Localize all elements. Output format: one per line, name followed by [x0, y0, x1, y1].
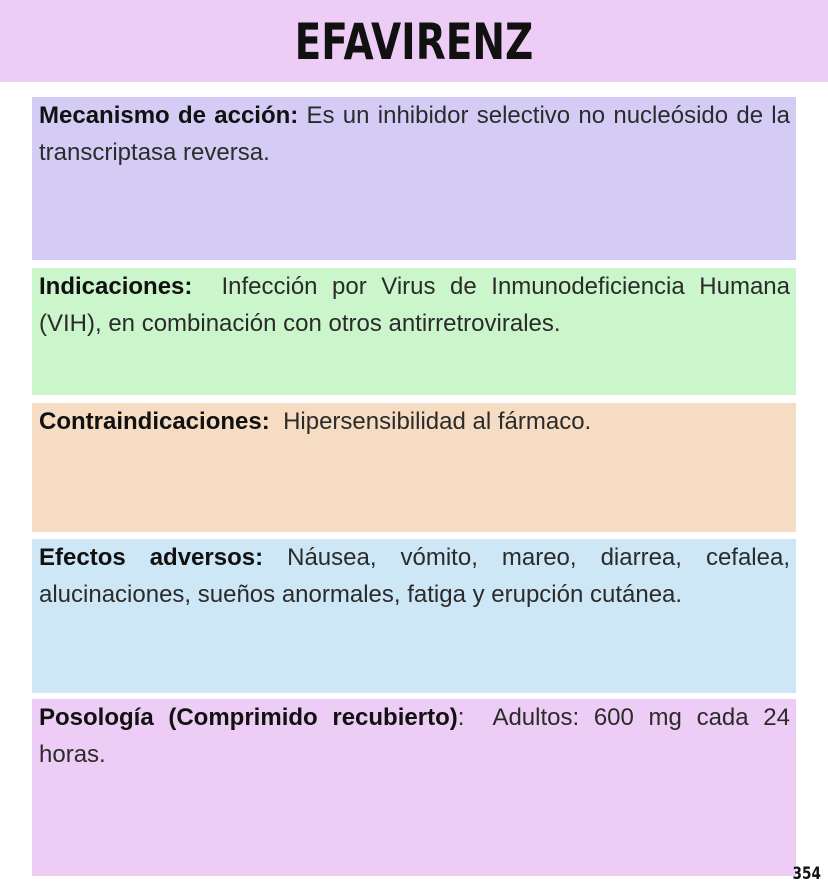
dosage-section — [32, 699, 796, 876]
adverse-effects-text: Náusea, vómito, mareo, diarrea, cefalea, alucinaciones, sueños anormales, fatiga y erupción cutánea. — [39, 544, 790, 608]
adverse-effects-label: Efectos adversos: — [39, 544, 264, 571]
adverse-effects-section — [32, 539, 796, 693]
page-title: EFAVIRENZ — [294, 13, 534, 71]
indications-paragraph — [39, 268, 790, 342]
dosage-label: Posología (Comprimido recubierto) — [39, 704, 458, 731]
indications-section — [32, 268, 796, 395]
contraindications-section — [32, 403, 796, 532]
dosage-text: Adultos: 600 mg cada 24 horas. — [39, 704, 790, 768]
adverse-effects-paragraph — [39, 539, 790, 613]
dosage-colon: : — [457, 704, 465, 731]
mechanism-text: Es un inhibidor selectivo no nucleósido de la transcriptasa reversa. — [39, 102, 790, 166]
contraindications-text: Hipersensibilidad al fármaco. — [283, 408, 592, 435]
contraindications-paragraph — [39, 403, 790, 440]
mechanism-label: Mecanismo de acción: — [39, 102, 299, 129]
page-number: 354 — [792, 864, 821, 884]
indications-label: Indicaciones: — [39, 273, 193, 300]
contraindications-label: Contraindicaciones: — [39, 408, 270, 435]
page-header — [0, 0, 828, 82]
dosage-paragraph — [39, 699, 790, 773]
mechanism-section — [32, 97, 796, 260]
indications-text: Infección por Virus de Inmunodeficiencia Humana (VIH), en combinación con otros antirretrovirales. — [39, 273, 790, 337]
mechanism-paragraph — [39, 97, 790, 171]
